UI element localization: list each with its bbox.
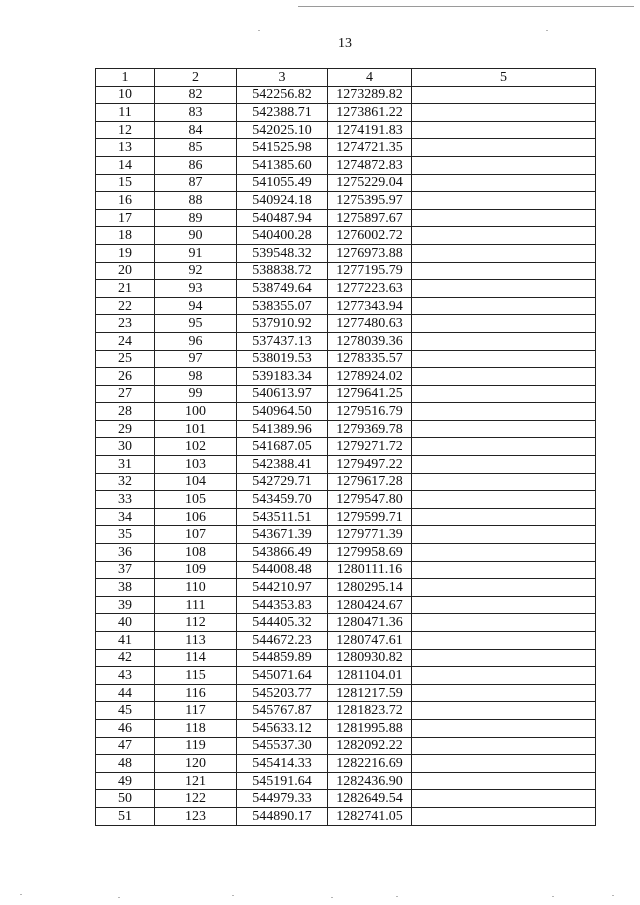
table-cell: 102 (155, 438, 237, 456)
table-row (96, 702, 596, 720)
table-cell: 19 (96, 244, 155, 262)
table-cell: 544405.32 (237, 614, 328, 632)
table-cell: 540613.97 (237, 385, 328, 403)
table-row (96, 667, 596, 685)
table-cell: 1281104.01 (328, 667, 412, 685)
table-cell: 32 (96, 473, 155, 491)
table-cell: 1279958.69 (328, 544, 412, 562)
table-cell: 1275229.04 (328, 174, 412, 192)
table-cell: 107 (155, 526, 237, 544)
table-cell: 1279641.25 (328, 385, 412, 403)
table-cell (412, 456, 596, 474)
table-cell: 1279599.71 (328, 508, 412, 526)
table-cell: 108 (155, 544, 237, 562)
table-cell: 544890.17 (237, 807, 328, 825)
table-cell: 1277195.79 (328, 262, 412, 280)
table-cell (412, 508, 596, 526)
table-row (96, 526, 596, 544)
table-cell (412, 227, 596, 245)
table-cell (412, 772, 596, 790)
table-cell: 51 (96, 807, 155, 825)
table-cell: 541525.98 (237, 139, 328, 157)
table-row (96, 807, 596, 825)
table-cell: 91 (155, 244, 237, 262)
table-cell: 1279369.78 (328, 420, 412, 438)
table-cell (412, 473, 596, 491)
table-cell: 1282092.22 (328, 737, 412, 755)
table-cell (412, 280, 596, 298)
table-cell: 48 (96, 755, 155, 773)
table-cell: 542388.41 (237, 456, 328, 474)
table-cell: 1282741.05 (328, 807, 412, 825)
table-cell (412, 244, 596, 262)
table-cell (412, 315, 596, 333)
table-cell: 31 (96, 456, 155, 474)
table-row (96, 227, 596, 245)
table-cell: 17 (96, 209, 155, 227)
column-header: 2 (155, 69, 237, 87)
table-cell: 117 (155, 702, 237, 720)
table-cell: 543459.70 (237, 491, 328, 509)
table-cell: 87 (155, 174, 237, 192)
table-row (96, 156, 596, 174)
table-cell: 543671.39 (237, 526, 328, 544)
table-row (96, 280, 596, 298)
table-cell: 43 (96, 667, 155, 685)
table-row (96, 192, 596, 210)
table-cell: 40 (96, 614, 155, 632)
table-cell: 1279516.79 (328, 403, 412, 421)
table-cell: 1276973.88 (328, 244, 412, 262)
table-cell (412, 209, 596, 227)
table-cell (412, 121, 596, 139)
table-cell (412, 561, 596, 579)
table-cell: 538355.07 (237, 297, 328, 315)
table-cell: 12 (96, 121, 155, 139)
table-cell (412, 139, 596, 157)
table-row (96, 544, 596, 562)
table-cell: 104 (155, 473, 237, 491)
table-cell: 1279547.80 (328, 491, 412, 509)
table-row (96, 579, 596, 597)
table-cell: 1280747.61 (328, 632, 412, 650)
table-cell: 24 (96, 332, 155, 350)
table-cell: 1278924.02 (328, 368, 412, 386)
table-cell: 121 (155, 772, 237, 790)
table-cell (412, 755, 596, 773)
table-cell: 123 (155, 807, 237, 825)
column-header: 4 (328, 69, 412, 87)
table-cell: 13 (96, 139, 155, 157)
table-cell (412, 403, 596, 421)
table-cell (412, 790, 596, 808)
table-row (96, 368, 596, 386)
table-cell: 90 (155, 227, 237, 245)
table-cell: 544008.48 (237, 561, 328, 579)
table-cell: 544859.89 (237, 649, 328, 667)
table-cell: 1280930.82 (328, 649, 412, 667)
table-cell: 542025.10 (237, 121, 328, 139)
table-cell: 25 (96, 350, 155, 368)
table-cell: 94 (155, 297, 237, 315)
scan-speck (232, 895, 234, 896)
table-cell: 1281995.88 (328, 719, 412, 737)
scan-speck (612, 895, 614, 896)
table-cell: 539183.34 (237, 368, 328, 386)
column-header: 5 (412, 69, 596, 87)
table-cell: 539548.32 (237, 244, 328, 262)
table-cell: 116 (155, 684, 237, 702)
table-cell: 86 (155, 156, 237, 174)
table-row (96, 174, 596, 192)
scan-speck (552, 896, 554, 897)
table-cell: 30 (96, 438, 155, 456)
table-cell (412, 297, 596, 315)
table-cell: 114 (155, 649, 237, 667)
table-cell: 1280424.67 (328, 596, 412, 614)
table-cell (412, 385, 596, 403)
table-cell: 543511.51 (237, 508, 328, 526)
table-cell: 95 (155, 315, 237, 333)
table-row (96, 86, 596, 104)
table-cell: 93 (155, 280, 237, 298)
table-cell: 42 (96, 649, 155, 667)
table-row (96, 614, 596, 632)
table-body (96, 86, 596, 825)
table-row (96, 508, 596, 526)
table-cell: 545191.64 (237, 772, 328, 790)
table-cell: 16 (96, 192, 155, 210)
table-cell: 540487.94 (237, 209, 328, 227)
column-header: 3 (237, 69, 328, 87)
table-cell: 101 (155, 420, 237, 438)
table-cell: 541389.96 (237, 420, 328, 438)
table-cell (412, 350, 596, 368)
top-rule (298, 6, 634, 7)
table-row (96, 790, 596, 808)
table-row (96, 104, 596, 122)
table-row (96, 121, 596, 139)
table-cell: 545203.77 (237, 684, 328, 702)
table-row (96, 297, 596, 315)
table-cell: 1278039.36 (328, 332, 412, 350)
scan-speck (118, 897, 120, 898)
table-cell: 1273289.82 (328, 86, 412, 104)
table-cell: 1279271.72 (328, 438, 412, 456)
table-cell (412, 632, 596, 650)
table-row (96, 632, 596, 650)
table-cell: 1279617.28 (328, 473, 412, 491)
table-cell: 542729.71 (237, 473, 328, 491)
table-cell: 1280295.14 (328, 579, 412, 597)
table-cell: 1274872.83 (328, 156, 412, 174)
table-cell: 111 (155, 596, 237, 614)
table-cell: 1277480.63 (328, 315, 412, 333)
table-row (96, 772, 596, 790)
table-cell: 538749.64 (237, 280, 328, 298)
table-cell: 28 (96, 403, 155, 421)
table-cell: 22 (96, 297, 155, 315)
table-cell (412, 614, 596, 632)
table-cell: 1282436.90 (328, 772, 412, 790)
table-cell (412, 719, 596, 737)
table-cell: 100 (155, 403, 237, 421)
column-header: 1 (96, 69, 155, 87)
table-cell: 84 (155, 121, 237, 139)
table-cell: 105 (155, 491, 237, 509)
table-cell: 89 (155, 209, 237, 227)
table-cell: 112 (155, 614, 237, 632)
table-cell: 115 (155, 667, 237, 685)
table-cell: 538838.72 (237, 262, 328, 280)
table-cell: 541687.05 (237, 438, 328, 456)
table-cell (412, 332, 596, 350)
table-cell (412, 579, 596, 597)
table-cell: 544979.33 (237, 790, 328, 808)
table-row (96, 649, 596, 667)
table-cell: 110 (155, 579, 237, 597)
table-cell: 544672.23 (237, 632, 328, 650)
table-cell: 33 (96, 491, 155, 509)
table-cell: 92 (155, 262, 237, 280)
table-cell: 544353.83 (237, 596, 328, 614)
table-header-row (96, 69, 596, 87)
scan-speck (331, 897, 333, 898)
table-cell: 1282216.69 (328, 755, 412, 773)
table-cell: 35 (96, 526, 155, 544)
table-cell: 119 (155, 737, 237, 755)
table-cell: 1277343.94 (328, 297, 412, 315)
table-cell: 1279771.39 (328, 526, 412, 544)
table-cell (412, 86, 596, 104)
scan-speck (546, 30, 548, 31)
table-cell: 545767.87 (237, 702, 328, 720)
table-cell: 545633.12 (237, 719, 328, 737)
table-cell (412, 192, 596, 210)
table-cell: 46 (96, 719, 155, 737)
table-row (96, 315, 596, 333)
table-row (96, 473, 596, 491)
table-cell: 88 (155, 192, 237, 210)
table-cell: 1275897.67 (328, 209, 412, 227)
table-cell (412, 649, 596, 667)
table-cell: 99 (155, 385, 237, 403)
table-cell (412, 684, 596, 702)
table-cell: 27 (96, 385, 155, 403)
table-cell (412, 737, 596, 755)
table-cell: 537437.13 (237, 332, 328, 350)
table-cell (412, 596, 596, 614)
table-cell: 44 (96, 684, 155, 702)
table-cell: 45 (96, 702, 155, 720)
scan-speck (258, 30, 260, 31)
table-row (96, 456, 596, 474)
table-cell: 541055.49 (237, 174, 328, 192)
table-cell: 47 (96, 737, 155, 755)
table-row (96, 350, 596, 368)
table-cell: 41 (96, 632, 155, 650)
table-cell: 122 (155, 790, 237, 808)
table-cell: 82 (155, 86, 237, 104)
table-cell: 10 (96, 86, 155, 104)
table-row (96, 438, 596, 456)
table-cell: 36 (96, 544, 155, 562)
table-cell: 543866.49 (237, 544, 328, 562)
table-cell: 85 (155, 139, 237, 157)
table-cell: 14 (96, 156, 155, 174)
table-cell: 1280111.16 (328, 561, 412, 579)
table-row (96, 420, 596, 438)
table-cell: 538019.53 (237, 350, 328, 368)
scan-speck (20, 894, 22, 895)
table-cell: 1281823.72 (328, 702, 412, 720)
table-row (96, 719, 596, 737)
table-row (96, 737, 596, 755)
table-row (96, 332, 596, 350)
table-row (96, 385, 596, 403)
table-cell: 541385.60 (237, 156, 328, 174)
table-cell (412, 807, 596, 825)
table-cell: 120 (155, 755, 237, 773)
table-cell: 34 (96, 508, 155, 526)
table-cell: 1282649.54 (328, 790, 412, 808)
table-row (96, 684, 596, 702)
table-cell: 1278335.57 (328, 350, 412, 368)
table-cell: 1276002.72 (328, 227, 412, 245)
table-cell: 1274721.35 (328, 139, 412, 157)
table-cell (412, 544, 596, 562)
table-cell: 545537.30 (237, 737, 328, 755)
table-cell (412, 702, 596, 720)
table-row (96, 596, 596, 614)
table-cell: 26 (96, 368, 155, 386)
page-number: 13 (338, 36, 352, 51)
table-cell: 1274191.83 (328, 121, 412, 139)
table-row (96, 209, 596, 227)
table-cell: 545071.64 (237, 667, 328, 685)
table-row (96, 244, 596, 262)
table-cell: 98 (155, 368, 237, 386)
table-cell: 118 (155, 719, 237, 737)
table-cell: 97 (155, 350, 237, 368)
table-cell: 49 (96, 772, 155, 790)
table-cell: 21 (96, 280, 155, 298)
table-cell: 113 (155, 632, 237, 650)
coordinates-table (95, 68, 596, 826)
table-cell: 29 (96, 420, 155, 438)
table-cell: 103 (155, 456, 237, 474)
table-row (96, 139, 596, 157)
table-cell: 23 (96, 315, 155, 333)
table-cell: 540924.18 (237, 192, 328, 210)
table-cell: 18 (96, 227, 155, 245)
table-cell: 542256.82 (237, 86, 328, 104)
table-cell (412, 420, 596, 438)
table-cell (412, 526, 596, 544)
table-cell (412, 174, 596, 192)
table-cell: 1277223.63 (328, 280, 412, 298)
scan-speck (396, 896, 398, 897)
table-cell (412, 262, 596, 280)
table-cell (412, 104, 596, 122)
table-cell: 96 (155, 332, 237, 350)
table-cell: 544210.97 (237, 579, 328, 597)
table-cell: 540400.28 (237, 227, 328, 245)
table-cell (412, 368, 596, 386)
table-cell: 11 (96, 104, 155, 122)
table-cell (412, 667, 596, 685)
table-cell: 50 (96, 790, 155, 808)
table-cell: 542388.71 (237, 104, 328, 122)
table-row (96, 491, 596, 509)
table-cell (412, 438, 596, 456)
table-cell: 83 (155, 104, 237, 122)
table-cell: 38 (96, 579, 155, 597)
table-cell: 1279497.22 (328, 456, 412, 474)
table-cell: 540964.50 (237, 403, 328, 421)
table-cell: 1280471.36 (328, 614, 412, 632)
table-cell: 15 (96, 174, 155, 192)
table-cell: 1273861.22 (328, 104, 412, 122)
table-cell: 1281217.59 (328, 684, 412, 702)
table-row (96, 561, 596, 579)
table-cell: 1275395.97 (328, 192, 412, 210)
table-cell: 545414.33 (237, 755, 328, 773)
table-cell: 20 (96, 262, 155, 280)
table-row (96, 262, 596, 280)
table-cell: 109 (155, 561, 237, 579)
table-row (96, 403, 596, 421)
table-cell (412, 156, 596, 174)
table-cell: 39 (96, 596, 155, 614)
table-cell: 537910.92 (237, 315, 328, 333)
table-cell: 37 (96, 561, 155, 579)
table-row (96, 755, 596, 773)
table-cell (412, 491, 596, 509)
table-cell: 106 (155, 508, 237, 526)
